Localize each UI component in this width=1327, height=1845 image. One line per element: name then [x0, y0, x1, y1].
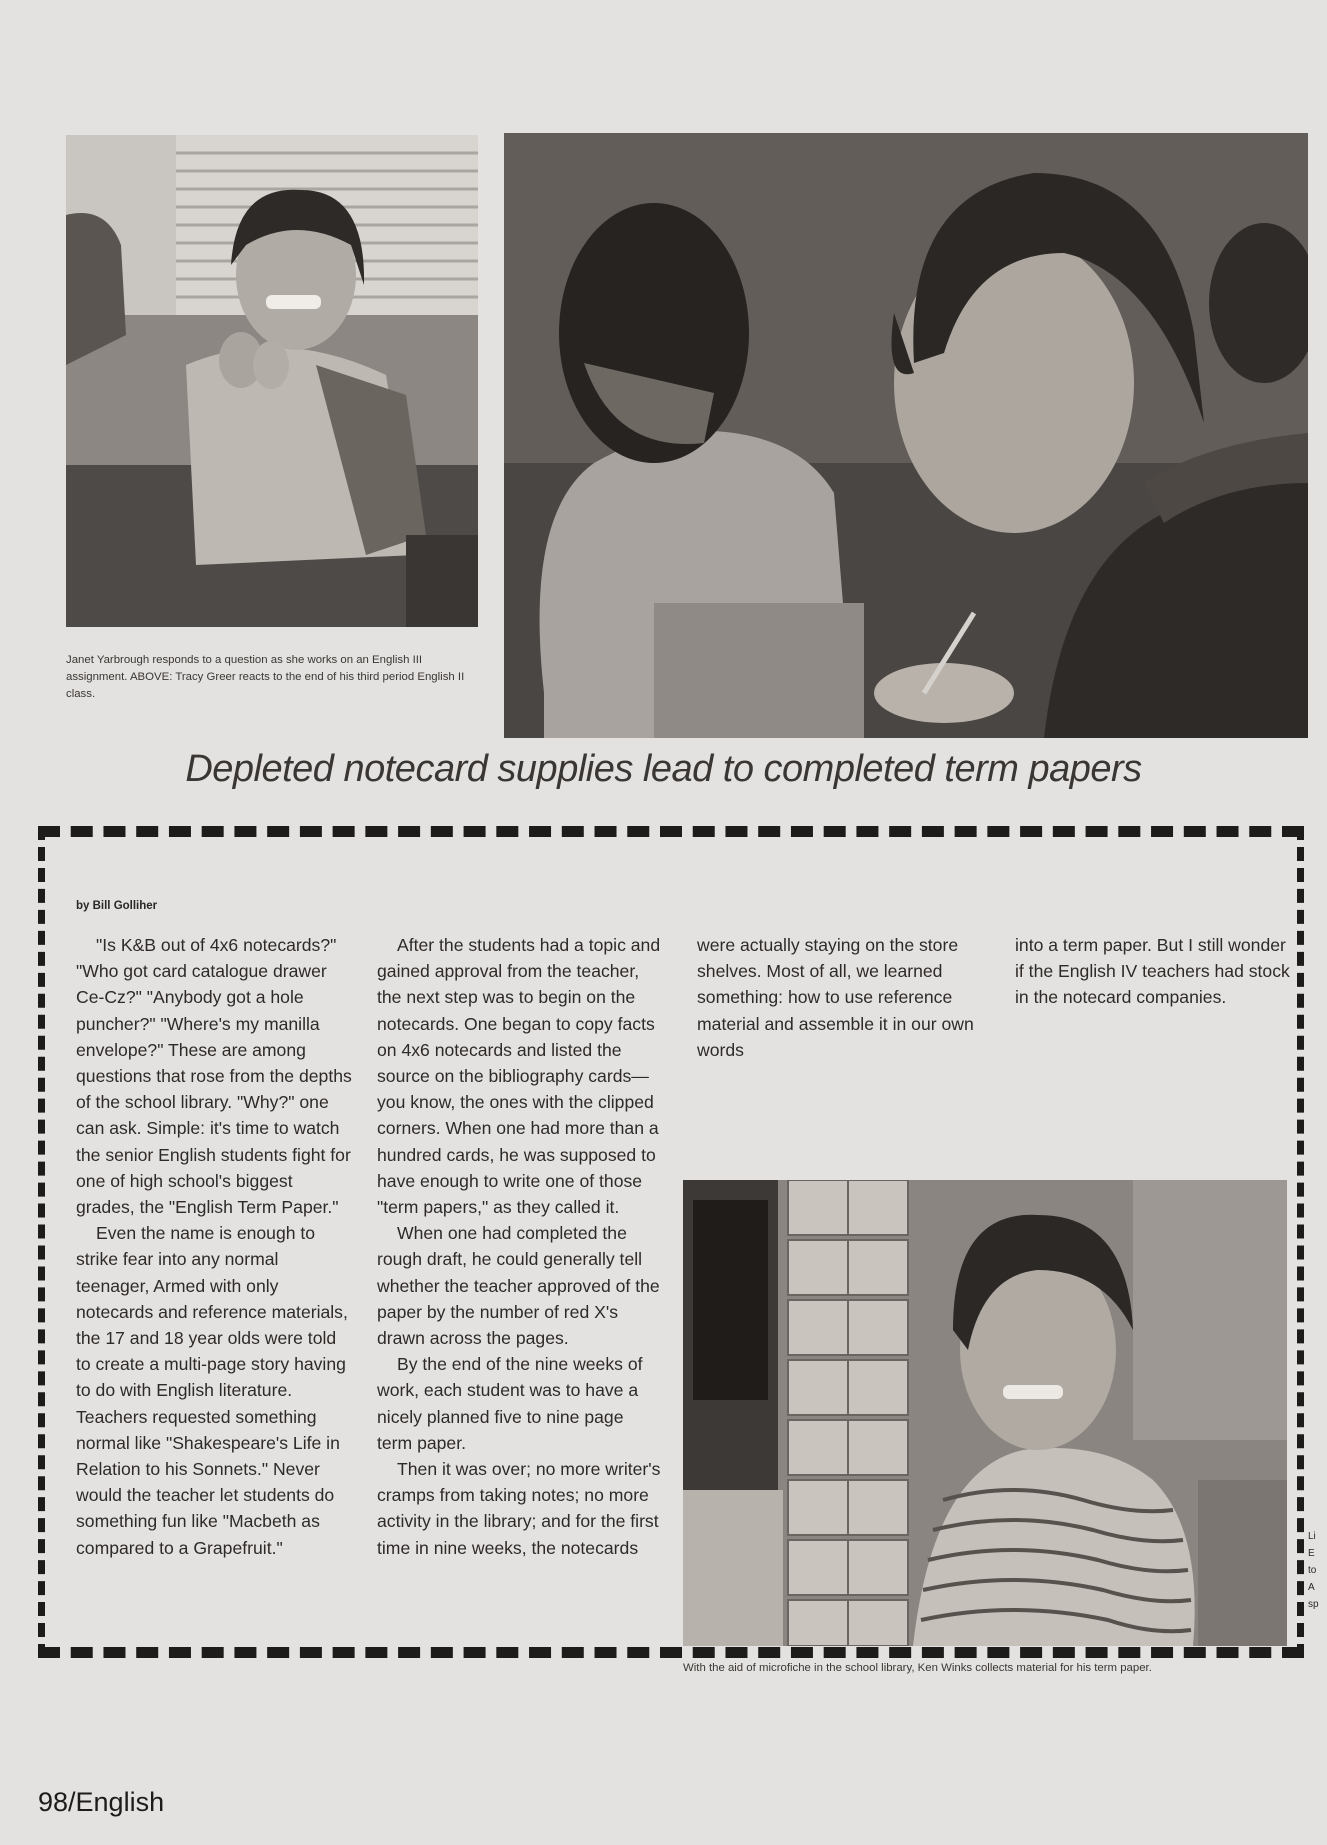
article-column-1	[76, 932, 352, 1561]
paragraph: into a term paper. But I still wonder if the English IV teachers had stock in the notecard companies.	[1015, 935, 1290, 1008]
paragraph: Then it was over; no more writer's cramps from taking notes; no more activity in the library; and for the first time in nine weeks, the notecards	[377, 1459, 661, 1558]
paragraph: By the end of the nine weeks of work, each student was to have a nicely planned five to nine page term paper.	[377, 1354, 643, 1453]
paragraph: After the students had a topic and gained approval from the teacher, the next step was to begin on the notecards. One began to copy facts on 4x6 notecards and listed the source on the bibliography cards—you know, the ones with the clipped corners. When one had more than a hundred cards, he was supposed to have enough to write one of those "term papers," as they called it.	[377, 935, 661, 1218]
edge-mark: E	[1308, 1548, 1315, 1559]
photo-tracy-greer	[504, 133, 1308, 738]
headline: Depleted notecard supplies lead to completed term papers	[185, 748, 1142, 790]
paragraph: Even the name is enough to strike fear into any normal teenager, Armed with only notecards and reference materials, the 17 and 18 year olds were told to create a multi-page story having to do with English literature. Teachers requested something normal like "Shakespeare's Life in Relation to his Sonnets." Never would the teacher let students do something fun like "Macbeth as compared to a Grapefruit."	[76, 1223, 348, 1558]
photo-janet-yarbrough	[66, 135, 478, 627]
byline: by Bill Golliher	[76, 900, 158, 912]
edge-mark: sp	[1308, 1599, 1319, 1610]
photo-janet-yarbrough-image	[66, 135, 478, 627]
paragraph: When one had completed the rough draft, he could generally tell whether the teacher approved of the paper by the number of red X's drawn across the pages.	[377, 1223, 660, 1349]
photo-ken-winks	[683, 1180, 1287, 1646]
photo-tracy-greer-image	[504, 133, 1308, 738]
edge-mark: to	[1308, 1565, 1317, 1576]
paragraph: were actually staying on the store shelves. Most of all, we learned something: how to use reference material and assemble it in our own words	[697, 935, 974, 1060]
edge-mark: Li	[1308, 1531, 1316, 1542]
caption-bottom-right: With the aid of microfiche in the school library, Ken Winks collects material for his term paper.	[683, 1662, 1152, 1674]
article-column-2	[377, 932, 661, 1561]
caption-top-left: Janet Yarbrough responds to a question as she works on an English III assignment. ABOVE: Tracy Greer reacts to the end of his third period English II class.	[66, 654, 465, 700]
paragraph: "Is K&B out of 4x6 notecards?" "Who got card catalogue drawer Ce-Cz?" "Anybody got a hole puncher?" "Where's my manilla envelope?" These are among questions that rose from the depths of the school library. "Why?" one can ask. Simple: it's time to watch the senior English students fight for one of high school's biggest grades, the "English Term Paper."	[76, 935, 352, 1218]
photo-ken-winks-image	[683, 1180, 1287, 1646]
page-folio: 98/English	[38, 1787, 165, 1817]
edge-mark: A	[1308, 1582, 1315, 1593]
article-column-3	[697, 932, 982, 1063]
article-column-4	[1015, 932, 1291, 1011]
edge-marks	[1308, 1528, 1319, 1613]
